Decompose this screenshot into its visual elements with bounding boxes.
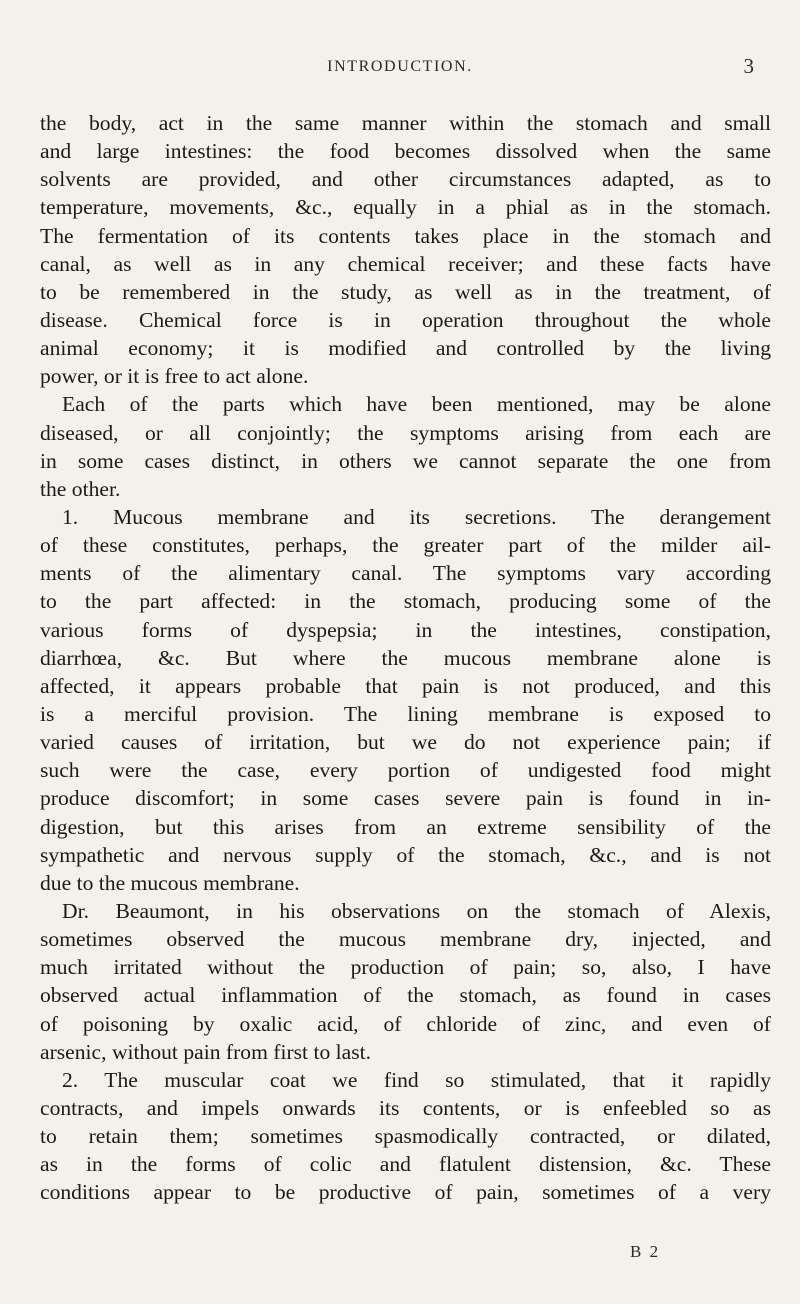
text-line: to the part affected: in the stomach, producing some of the xyxy=(40,589,771,614)
text-line: such were the case, every portion of undigested food might xyxy=(40,758,771,783)
body-text xyxy=(40,109,771,1206)
text-line: due to the mucous membrane. xyxy=(40,870,300,895)
text-line: affected, it appears probable that pain is not produced, and this xyxy=(40,673,771,698)
running-title: INTRODUCTION. xyxy=(327,58,473,75)
text-line: produce discomfort; in some cases severe pain is found in in- xyxy=(40,786,771,811)
text-line: 1. Mucous membrane and its secretions. The derangement xyxy=(62,504,771,529)
text-line: of these constitutes, perhaps, the greater part of the milder ail- xyxy=(40,533,771,558)
text-line: disease. Chemical force is in operation throughout the whole xyxy=(40,307,771,332)
text-line: various forms of dyspepsia; in the intestines, constipation, xyxy=(40,617,771,642)
text-line: animal economy; it is modified and controlled by the living xyxy=(40,336,771,361)
text-line: contracts, and impels onwards its contents, or is enfeebled so as xyxy=(40,1095,771,1120)
text-line: the other. xyxy=(40,476,121,501)
text-line: diseased, or all conjointly; the symptoms arising from each are xyxy=(40,420,771,445)
text-line: much irritated without the production of pain; so, also, I have xyxy=(40,955,771,980)
text-line: in some cases distinct, in others we cannot separate the one from xyxy=(40,448,771,473)
text-line: temperature, movements, &c., equally in a phial as in the stomach. xyxy=(40,195,771,220)
text-line: digestion, but this arises from an extreme sensibility of the xyxy=(40,814,771,839)
text-line: sometimes observed the mucous membrane dry, injected, and xyxy=(40,927,771,952)
signature-mark: B 2 xyxy=(630,1242,661,1261)
text-line: solvents are provided, and other circumstances adapted, as to xyxy=(40,167,771,192)
text-line: and large intestines: the food becomes dissolved when the same xyxy=(40,139,771,164)
text-line: is a merciful provision. The lining membrane is exposed to xyxy=(40,701,771,726)
text-line: sympathetic and nervous supply of the stomach, &c., and is not xyxy=(40,842,771,867)
running-head xyxy=(40,54,760,82)
page-number: 3 xyxy=(743,54,754,78)
text-line: the body, act in the same manner within the stomach and small xyxy=(40,111,771,135)
text-line: Each of the parts which have been mentioned, may be alone xyxy=(62,392,771,417)
text-line: The fermentation of its contents takes place in the stomach and xyxy=(40,223,771,248)
text-line: to retain them; sometimes spasmodically contracted, or dilated, xyxy=(40,1124,771,1149)
text-line: of poisoning by oxalic acid, of chloride of zinc, and even of xyxy=(40,1011,771,1036)
text-line: as in the forms of colic and flatulent distension, &c. These xyxy=(40,1152,771,1177)
text-line: Dr. Beaumont, in his observations on the stomach of Alexis, xyxy=(62,898,771,923)
text-line: canal, as well as in any chemical receiver; and these facts have xyxy=(40,251,771,276)
text-line: ments of the alimentary canal. The symptoms vary according xyxy=(40,561,771,586)
text-line: varied causes of irritation, but we do not experience pain; if xyxy=(40,730,771,755)
text-line: observed actual inflammation of the stomach, as found in cases xyxy=(40,983,771,1008)
text-line: 2. The muscular coat we find so stimulated, that it rapidly xyxy=(62,1067,771,1092)
text-line: arsenic, without pain from first to last. xyxy=(40,1039,372,1064)
text-line: to be remembered in the study, as well as in the treatment, of xyxy=(40,279,771,304)
text-line: conditions appear to be productive of pain, sometimes of a very xyxy=(40,1180,771,1205)
text-line: diarrhœa, &c. But where the mucous membrane alone is xyxy=(40,645,771,670)
text-line: power, or it is free to act alone. xyxy=(40,364,309,389)
